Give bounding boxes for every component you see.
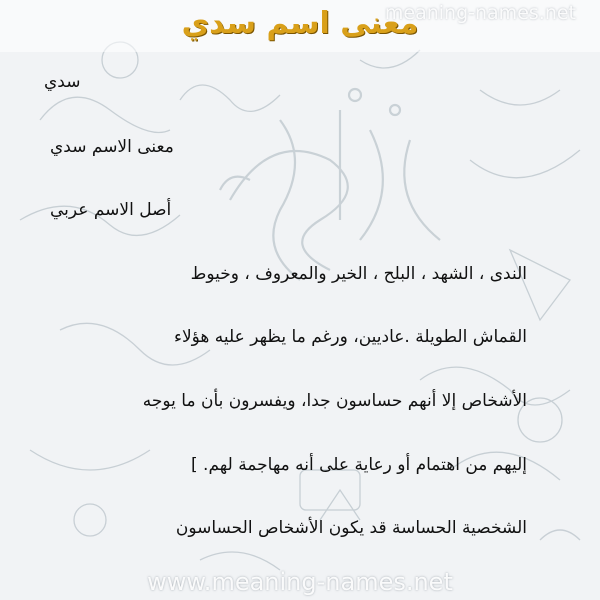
name-origin-label: أصل الاسم عربي xyxy=(50,200,172,220)
content-line-5: الشخصية الحساسة قد يكون الأشخاص الحساسون xyxy=(175,518,527,538)
content-line-3: الأشخاص إلا أنهم حساسون جدا، ويفسرون بأن ما يوجه xyxy=(142,391,527,411)
site-watermark-top: meaning-names.net xyxy=(384,2,576,24)
content-line-4: إليهم من اهتمام أو رعاية على أنه مهاجمة لهم. ] xyxy=(191,455,527,475)
content-line-2: القماش الطويلة .عاديين، ورغم ما يظهر عليه هؤلاء xyxy=(173,327,527,347)
content-line-1: الندى ، الشهد ، البلح ، الخير والمعروف ، وخيوط xyxy=(190,264,527,284)
page-title: معنى اسم سدي xyxy=(181,6,419,41)
logo-calligraphy xyxy=(220,89,440,280)
site-watermark-bottom: www.meaning-names.net xyxy=(147,568,453,596)
name-meaning-label: معنى الاسم سدي xyxy=(50,137,174,157)
name-heading: سدي xyxy=(44,72,81,92)
